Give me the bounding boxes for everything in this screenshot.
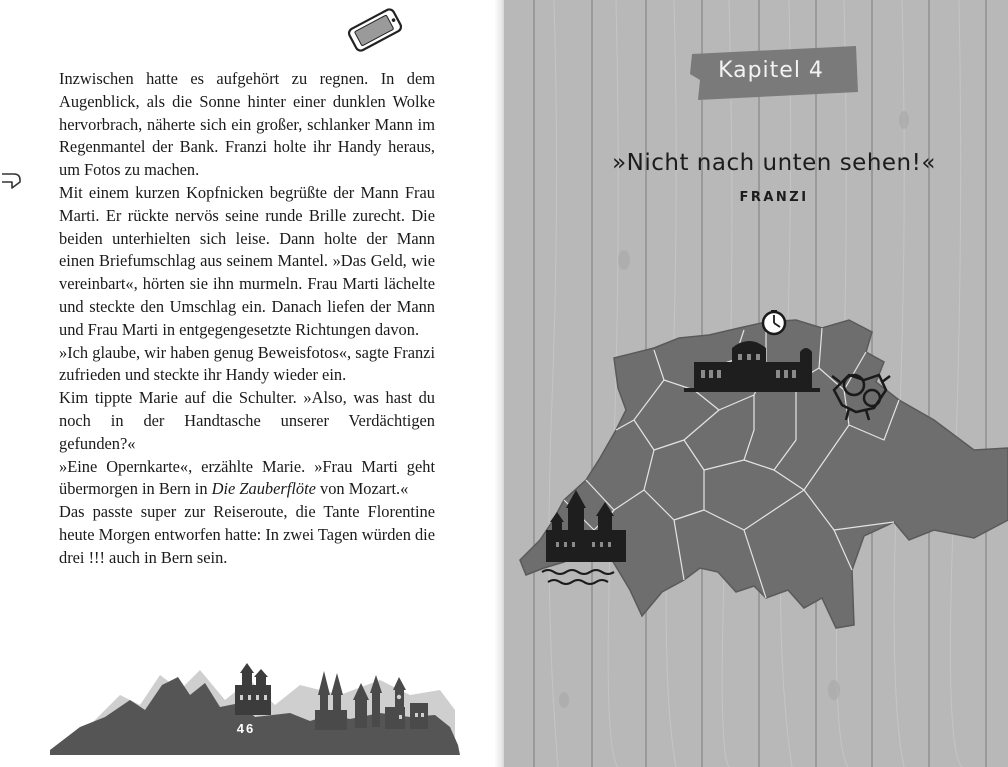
right-page [504, 0, 1008, 767]
story-text [59, 68, 435, 570]
switzerland-map [504, 290, 1008, 640]
page-corner-icon [0, 168, 24, 192]
chapter-title: »Nicht nach unten sehen!« [612, 150, 936, 176]
paragraph: Mit einem kurzen Kopfnicken begrüßte der Mann Frau Marti. Er rückte nervös seine runde Brille zurecht. Die beiden unterhielten sich leise. Dann holte der Mann einen Briefumschlag aus seinem Mantel. »Das Geld, wie vereinbart«, hörten sie ihn murmeln. Frau Marti lächelte und steckte den Umschlag ein. Danach liefen der Mann und Frau Marti in entgegengesetzte Richtungen davon. [59, 182, 435, 339]
page-number: 46 [236, 721, 256, 736]
mountain-skyline-illustration [50, 655, 460, 755]
paragraph: Das passte super zur Reiseroute, die Tante Florentine heute Morgen entworfen hatte: In zwei Tagen würden die drei !!! auch in Bern sein. [59, 502, 436, 567]
paragraph: Inzwischen hatte es aufgehört zu regnen. In dem Augenblick, als die Sonne hinter einer dunklen Wolke hervorbrach, näherte sich ein großer, schlanker Mann im Regenmantel der Bank. Franzi holte ihr Handy heraus, um Fotos zu machen. [59, 69, 435, 180]
chapter-narrator: FRANZI [739, 190, 809, 205]
chapter-number: Kapitel 4 [718, 58, 824, 83]
opera-title: Die Zauberflöte [211, 479, 316, 499]
paragraph: »Ich glaube, wir haben genug Beweisfotos«, sagte Franzi zufrieden und steckte ihr Handy wieder ein. [59, 342, 435, 385]
paragraph-opera [59, 456, 435, 502]
text-segment: »Eine Opernkarte«, erzählte Marie. »Frau Marti geht übermorgen in Bern in [59, 456, 435, 499]
left-page [0, 0, 502, 767]
text-segment: von Mozart.« [315, 479, 409, 499]
clock-tower-icon [763, 310, 785, 334]
smartphone-icon [342, 8, 408, 52]
paragraph: Kim tippte Marie auf die Schulter. »Also, was hast du noch in der Handtasche unserer Verdächtigen gefunden?« [59, 388, 435, 453]
